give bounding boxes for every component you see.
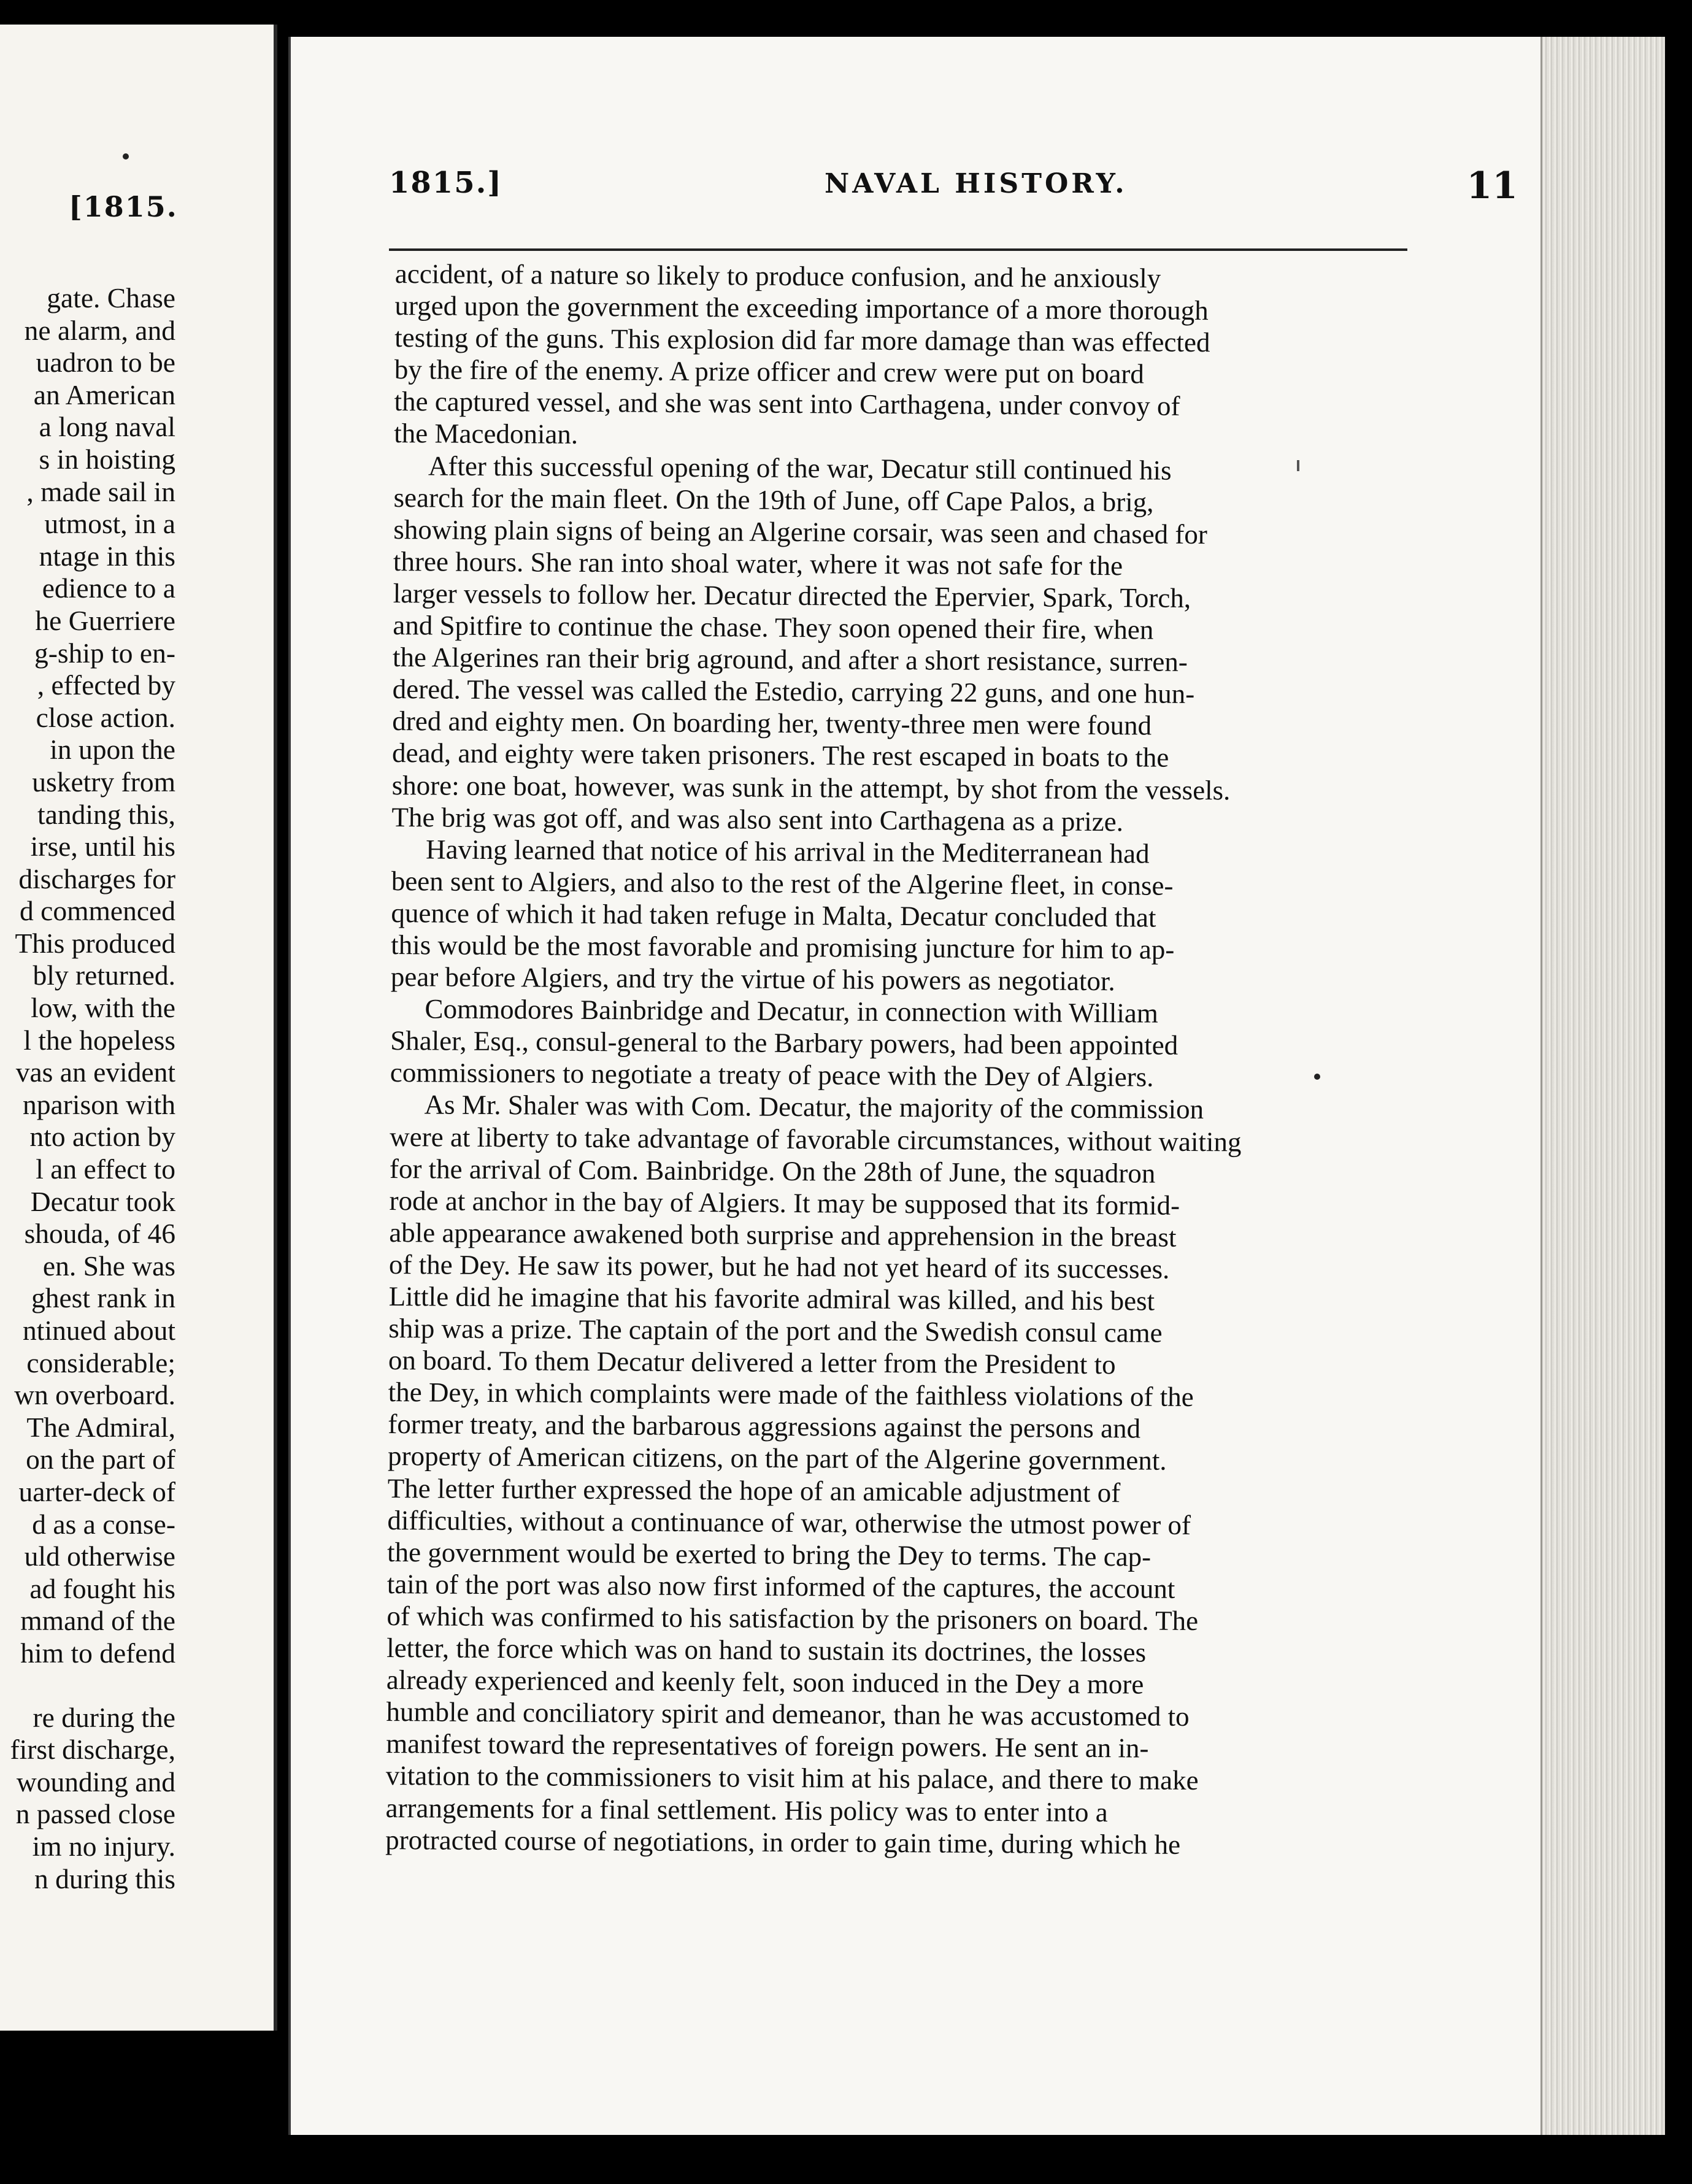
body-text-line: property of American citizens, on the part of the Algerine government. <box>387 1440 1167 1477</box>
left-text-line: gate. Chase <box>47 282 175 313</box>
body-text-line: Shaler, Esq., consul-general to the Barbary powers, had been appointed <box>390 1025 1179 1061</box>
body-text-line: the Macedonian. <box>394 418 579 450</box>
body-text-line: by the fire of the enemy. A prize officer and crew were put on board <box>394 354 1145 390</box>
left-page-fragment <box>0 25 277 2031</box>
left-text-line: wn overboard. <box>14 1379 175 1411</box>
left-text-line: mmand of the <box>20 1605 175 1637</box>
left-text-line: nparison with <box>23 1088 175 1120</box>
body-text-line: manifest toward the representatives of foreign powers. He sent an in- <box>386 1728 1149 1764</box>
left-text-line: , effected by <box>37 669 175 701</box>
left-text-line: first discharge, <box>10 1734 175 1766</box>
body-text-line: of which was confirmed to his satisfaction by the prisoners on board. The <box>386 1600 1199 1636</box>
left-text-line: ne alarm, and <box>24 314 175 346</box>
body-text-line: shore: one boat, however, was sunk in the attempt, by shot from the vessels. <box>391 769 1231 806</box>
body-text-column <box>385 258 1413 1862</box>
body-text-line: for the arrival of Com. Bainbridge. On the 28th of June, the squadron <box>389 1153 1156 1189</box>
left-text-line: re during the <box>33 1701 175 1733</box>
left-text-line: bly returned. <box>33 959 175 991</box>
body-text-line: the government would be exerted to bring the Dey to terms. The cap- <box>386 1536 1152 1572</box>
body-text-line: ship was a prize. The captain of the port and the Swedish consul came <box>388 1313 1163 1348</box>
body-text-line: on board. To them Decatur delivered a letter from the President to <box>388 1345 1116 1380</box>
left-text-line: g-ship to en- <box>34 637 175 669</box>
left-page-text-column <box>0 282 175 1895</box>
left-text-line: edience to a <box>42 572 175 604</box>
body-text-line: the captured vessel, and she was sent into Carthagena, under convoy of <box>394 386 1180 422</box>
left-text-line: utmost, in a <box>44 508 175 540</box>
left-text-line: usketry from <box>32 766 175 798</box>
body-text-line: former treaty, and the barbarous aggressions against the persons and <box>388 1409 1141 1444</box>
left-text-line: l the hopeless <box>23 1024 175 1056</box>
left-text-line: ghest rank in <box>31 1282 175 1314</box>
left-text-line: him to defend <box>20 1637 175 1669</box>
body-text-line: and Spitfire to continue the chase. They soon opened their fire, when <box>393 610 1154 645</box>
left-text-line: n passed close <box>15 1798 175 1830</box>
body-text-line: the Algerines ran their brig aground, and after a short resistance, surren- <box>392 642 1188 678</box>
left-text-line: an American <box>33 379 175 410</box>
left-text-line: ad fought his <box>29 1572 175 1604</box>
left-text-line: , made sail in <box>26 475 175 507</box>
left-text-line: low, with the <box>31 992 175 1024</box>
body-text-line: accident, of a nature so likely to produce confusion, and he anxiously <box>394 258 1161 294</box>
body-text-line: humble and conciliatory spirit and demeanor, than he was accustomed to <box>386 1696 1190 1732</box>
body-text-line: the Dey, in which complaints were made of the faithless violations of the <box>388 1377 1194 1413</box>
left-text-line: The Admiral, <box>26 1411 175 1443</box>
running-head-title: NAVAL HISTORY. <box>825 168 1128 199</box>
left-text-line: This produced <box>15 927 175 959</box>
left-text-line: ntage in this <box>39 540 175 572</box>
left-text-line: uld otherwise <box>24 1540 175 1572</box>
body-text-line: were at liberty to take advantage of favorable circumstances, without waiting <box>390 1121 1242 1157</box>
body-text-line: dred and eighty men. On boarding her, twenty-three men were found <box>392 706 1152 741</box>
right-page <box>288 37 1665 2135</box>
body-text-line: dered. The vessel was called the Estedio, carrying 22 guns, and one hun- <box>392 674 1195 710</box>
left-text-line: Decatur took <box>30 1185 175 1217</box>
left-running-head: [1815. <box>69 190 178 223</box>
body-text-line: As Mr. Shaler was with Com. Decatur, the majority of the commission <box>424 1089 1204 1125</box>
body-text-line: dead, and eighty were taken prisoners. The rest escaped in boats to the <box>391 737 1169 774</box>
left-text-line: a long naval <box>39 411 175 443</box>
body-text-line: been sent to Algiers, and also to the rest of the Algerine fleet, in conse- <box>391 865 1174 901</box>
left-text-line: considerable; <box>26 1347 175 1378</box>
body-text-line: commissioners to negotiate a treaty of peace with the Dey of Algiers. <box>390 1057 1154 1093</box>
left-text-line: discharges for <box>18 863 175 894</box>
left-text-line: n during this <box>34 1863 175 1894</box>
body-text-line: After this successful opening of the war, Decatur still continued his <box>428 450 1172 486</box>
body-text-line: Little did he imagine that his favorite admiral was killed, and his best <box>388 1280 1155 1317</box>
left-text-line: in upon the <box>50 734 175 766</box>
body-text-line: The brig was got off, and was also sent into Carthagena as a prize. <box>391 801 1124 837</box>
body-text-line: three hours. She ran into shoal water, where it was not safe for the <box>393 545 1123 582</box>
body-text-line: urged upon the government the exceeding importance of a more thorough <box>394 290 1209 326</box>
body-text-line: quence of which it had taken refuge in Malta, Decatur concluded that <box>391 897 1156 933</box>
body-text-line: tain of the port was also now first informed of the captures, the account <box>386 1568 1175 1604</box>
body-text-line: this would be the most favorable and promising juncture for him to ap- <box>391 929 1175 965</box>
body-text-line: Commodores Bainbridge and Decatur, in connection with William <box>425 993 1158 1029</box>
body-text-line: Having learned that notice of his arrival in the Mediterranean had <box>425 834 1150 869</box>
left-text-line: nto action by <box>29 1121 175 1153</box>
left-text-line: l an effect to <box>36 1153 175 1185</box>
left-text-line: uarter-deck of <box>18 1475 175 1507</box>
left-text-line: en. She was <box>42 1250 175 1282</box>
body-text-line: protracted course of negotiations, in order to gain time, during which he <box>385 1824 1181 1860</box>
body-text-line: letter, the force which was on hand to sustain its doctrines, the losses <box>386 1632 1147 1668</box>
ink-speck <box>123 153 129 160</box>
left-text-line: uadron to be <box>36 347 175 379</box>
body-text-line: showing plain signs of being an Algerine corsair, was seen and chased for <box>393 513 1208 550</box>
body-text-line: vitation to the commissioners to visit him at his palace, and there to make <box>385 1760 1199 1796</box>
left-text-line <box>0 1670 175 1702</box>
body-text-line: search for the main fleet. On the 19th of June, off Cape Palos, a brig, <box>393 482 1154 518</box>
left-text-line: wounding and <box>16 1766 175 1798</box>
body-text-line: pear before Algiers, and try the virtue of his powers as negotiator. <box>390 961 1115 997</box>
body-text-line: already experienced and keenly felt, soon induced in the Dey a more <box>386 1664 1144 1700</box>
body-text-line: difficulties, without a continuance of war, otherwise the utmost power of <box>387 1504 1191 1540</box>
left-text-line: he Guerriere <box>35 604 175 636</box>
left-text-line: tanding this, <box>37 798 175 830</box>
body-text-line: arrangements for a final settlement. His policy was to enter into a <box>385 1792 1108 1828</box>
left-text-line: irse, until his <box>30 831 175 863</box>
body-text-line: rode at anchor in the bay of Algiers. It may be supposed that its formid- <box>389 1185 1180 1221</box>
body-text-line: able appearance awakened both surprise and apprehension in the breast <box>389 1217 1177 1253</box>
left-text-line: s in hoisting <box>39 443 175 475</box>
page-edges-stack <box>1540 37 1665 2135</box>
left-text-line: shouda, of 46 <box>24 1218 175 1250</box>
body-text-line: The letter further expressed the hope of an amicable adjustment of <box>387 1472 1121 1508</box>
left-text-line: im no injury. <box>32 1830 175 1862</box>
left-text-line: d as a conse- <box>32 1508 175 1540</box>
left-text-line: close action. <box>36 701 175 733</box>
left-text-line: on the part of <box>26 1444 175 1475</box>
header-rule <box>389 248 1407 251</box>
body-text-line: testing of the guns. This explosion did far more damage than was effected <box>394 322 1210 358</box>
left-text-line: d commenced <box>20 895 175 927</box>
left-text-line: ntinued about <box>23 1315 175 1346</box>
page-number: 11 <box>1466 164 1518 207</box>
running-head-year: 1815.] <box>389 166 503 200</box>
running-head <box>389 166 1598 215</box>
body-text-line: larger vessels to follow her. Decatur directed the Epervier, Spark, Torch, <box>393 577 1191 613</box>
left-text-line: vas an evident <box>15 1056 175 1088</box>
body-text-line: of the Dey. He saw its power, but he had not yet heard of its successes. <box>388 1248 1170 1285</box>
